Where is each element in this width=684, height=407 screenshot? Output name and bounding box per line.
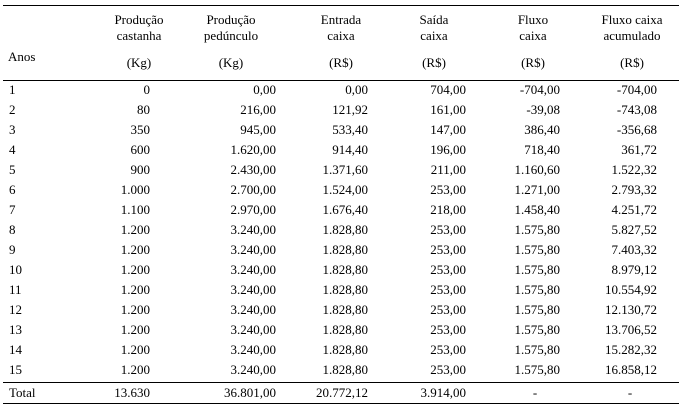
cell-saida-caixa: 253,00 — [430, 182, 466, 197]
cell-ano: 10 — [9, 262, 22, 277]
cell-fluxo-acumulado: -743,08 — [616, 102, 657, 117]
cell-ano: 1 — [9, 82, 16, 97]
header-saida-caixa — [393, 12, 475, 71]
cell-producao-castanha: 1.200 — [120, 242, 150, 257]
cell-fluxo-acumulado: 4.251,72 — [611, 202, 657, 217]
total-cell-entrada-caixa: 20.772,12 — [316, 385, 368, 400]
table-row — [0, 241, 684, 258]
cell-fluxo-caixa: 386,40 — [524, 122, 560, 137]
cell-fluxo-acumulado: 361,72 — [621, 142, 657, 157]
cell-entrada-caixa: 1.371,60 — [322, 162, 368, 177]
cell-entrada-caixa: 1.828,80 — [322, 302, 368, 317]
cell-entrada-caixa: 914,40 — [332, 142, 368, 157]
cell-producao-pedunculo: 3.240,00 — [230, 362, 276, 377]
header-line2: caixa — [420, 28, 448, 43]
total-cell-fluxo-acumulado: - — [627, 385, 633, 400]
cell-producao-castanha: 350 — [130, 122, 150, 137]
cell-ano: 9 — [9, 242, 16, 257]
header-unit: (R$) — [329, 55, 353, 70]
cell-fluxo-acumulado: 8.979,12 — [611, 262, 657, 277]
header-unit: (R$) — [620, 55, 644, 70]
table-row — [0, 221, 684, 238]
total-rule — [3, 382, 679, 383]
cell-producao-castanha: 80 — [137, 102, 150, 117]
cell-producao-pedunculo: 3.240,00 — [230, 322, 276, 337]
cell-producao-pedunculo: 3.240,00 — [230, 282, 276, 297]
total-cell-producao-pedunculo: 36.801,00 — [224, 385, 276, 400]
cell-saida-caixa: 196,00 — [430, 142, 466, 157]
cell-fluxo-acumulado: 10.554,92 — [605, 282, 657, 297]
cell-entrada-caixa: 1.828,80 — [322, 262, 368, 277]
table-row — [0, 281, 684, 298]
cell-fluxo-caixa: 1.575,80 — [514, 362, 560, 377]
cell-ano: 4 — [9, 142, 16, 157]
cell-saida-caixa: 253,00 — [430, 222, 466, 237]
cell-saida-caixa: 253,00 — [430, 342, 466, 357]
cell-ano: 8 — [9, 222, 16, 237]
cell-fluxo-acumulado: 5.827,52 — [611, 222, 657, 237]
cell-ano: 12 — [9, 302, 22, 317]
cell-producao-pedunculo: 3.240,00 — [230, 262, 276, 277]
cell-fluxo-acumulado: -704,00 — [616, 82, 657, 97]
header-unit: (Kg) — [218, 55, 244, 70]
cell-fluxo-caixa: 1.271,00 — [514, 182, 560, 197]
header-fluxo-caixa-acumulado — [586, 12, 678, 71]
cell-producao-pedunculo: 2.970,00 — [230, 202, 276, 217]
cell-producao-castanha: 1.000 — [120, 182, 150, 197]
cell-producao-castanha: 1.200 — [120, 362, 150, 377]
cell-saida-caixa: 147,00 — [430, 122, 466, 137]
table-row — [0, 201, 684, 218]
cell-saida-caixa: 253,00 — [430, 322, 466, 337]
cell-fluxo-caixa: 1.575,80 — [514, 242, 560, 257]
cell-saida-caixa: 253,00 — [430, 282, 466, 297]
cell-producao-pedunculo: 3.240,00 — [230, 302, 276, 317]
cell-entrada-caixa: 1.828,80 — [322, 342, 368, 357]
cell-ano: 2 — [9, 102, 16, 117]
total-cell-saida-caixa: 3.914,00 — [420, 385, 466, 400]
cell-producao-castanha: 1.200 — [120, 342, 150, 357]
cell-fluxo-caixa: 1.458,40 — [514, 202, 560, 217]
cell-ano: 3 — [9, 122, 16, 137]
header-fluxo-caixa — [492, 12, 574, 71]
cell-producao-castanha: 1.200 — [120, 302, 150, 317]
table-row — [0, 101, 684, 118]
cell-fluxo-acumulado: -356,68 — [616, 122, 657, 137]
cell-entrada-caixa: 1.828,80 — [322, 362, 368, 377]
table-row — [0, 361, 684, 378]
header-line1: Fluxo caixa — [601, 12, 663, 27]
cell-ano: 14 — [9, 342, 22, 357]
header-line1: Produção — [114, 12, 164, 27]
cell-saida-caixa: 211,00 — [430, 162, 466, 177]
cell-producao-castanha: 0 — [143, 82, 150, 97]
header-line2: pedúnculo — [203, 28, 259, 43]
header-entrada-caixa — [300, 12, 382, 71]
cell-entrada-caixa: 0,00 — [345, 82, 368, 97]
table-row — [0, 141, 684, 158]
header-producao-castanha — [98, 12, 180, 71]
header-line1: Fluxo — [517, 12, 549, 27]
cell-producao-pedunculo: 1.620,00 — [230, 142, 276, 157]
cell-fluxo-acumulado: 13.706,52 — [605, 322, 657, 337]
header-line1: Saída — [419, 12, 449, 27]
cell-fluxo-acumulado: 12.130,72 — [605, 302, 657, 317]
cell-entrada-caixa: 1.828,80 — [322, 322, 368, 337]
cell-ano: 6 — [9, 182, 16, 197]
header-line2: caixa — [327, 28, 355, 43]
cell-fluxo-caixa: 1.160,60 — [514, 162, 560, 177]
cell-fluxo-caixa: -39,08 — [526, 102, 560, 117]
cell-saida-caixa: 704,00 — [430, 82, 466, 97]
cell-saida-caixa: 253,00 — [430, 242, 466, 257]
cell-entrada-caixa: 121,92 — [332, 102, 368, 117]
header-unit: (R$) — [422, 55, 446, 70]
cell-producao-pedunculo: 3.240,00 — [230, 242, 276, 257]
cell-producao-pedunculo: 3.240,00 — [230, 222, 276, 237]
cell-fluxo-caixa: 1.575,80 — [514, 342, 560, 357]
header-unit: (Kg) — [126, 55, 152, 70]
cell-ano: 7 — [9, 202, 16, 217]
total-label: Total — [9, 385, 36, 400]
cell-fluxo-acumulado: 7.403,32 — [611, 242, 657, 257]
cell-fluxo-acumulado: 16.858,12 — [605, 362, 657, 377]
cell-producao-castanha: 1.200 — [120, 322, 150, 337]
header-line2: castanha — [116, 28, 162, 43]
cell-saida-caixa: 253,00 — [430, 302, 466, 317]
cell-producao-castanha: 600 — [130, 142, 150, 157]
cell-entrada-caixa: 1.676,40 — [322, 202, 368, 217]
cell-producao-castanha: 900 — [130, 162, 150, 177]
cell-producao-pedunculo: 3.240,00 — [230, 342, 276, 357]
cell-fluxo-caixa: 1.575,80 — [514, 282, 560, 297]
cell-fluxo-caixa: 1.575,80 — [514, 322, 560, 337]
cell-producao-pedunculo: 216,00 — [240, 102, 276, 117]
cell-fluxo-acumulado: 15.282,32 — [605, 342, 657, 357]
cell-ano: 13 — [9, 322, 22, 337]
cell-producao-pedunculo: 0,00 — [253, 82, 276, 97]
total-cell-fluxo-caixa: - — [532, 385, 538, 400]
header-anos: Anos — [8, 49, 36, 64]
header-unit: (R$) — [521, 55, 545, 70]
header-line1: Entrada — [320, 12, 362, 27]
cell-fluxo-caixa: 1.575,80 — [514, 222, 560, 237]
table-row — [0, 341, 684, 358]
cell-fluxo-caixa: 718,40 — [524, 142, 560, 157]
total-cell-producao-castanha: 13.630 — [114, 385, 150, 400]
cell-fluxo-caixa: -704,00 — [519, 82, 560, 97]
table-row — [0, 121, 684, 138]
cell-producao-castanha: 1.200 — [120, 262, 150, 277]
cell-saida-caixa: 253,00 — [430, 362, 466, 377]
cell-ano: 11 — [9, 282, 22, 297]
cell-producao-castanha: 1.100 — [120, 202, 150, 217]
cell-fluxo-caixa: 1.575,80 — [514, 302, 560, 317]
cell-entrada-caixa: 1.828,80 — [322, 242, 368, 257]
cell-producao-pedunculo: 2.430,00 — [230, 162, 276, 177]
cell-saida-caixa: 253,00 — [430, 262, 466, 277]
cell-producao-pedunculo: 2.700,00 — [230, 182, 276, 197]
cell-fluxo-caixa: 1.575,80 — [514, 262, 560, 277]
header-line2: acumulado — [603, 28, 661, 43]
table-row — [0, 161, 684, 178]
table-row — [0, 81, 684, 98]
table-row — [0, 301, 684, 318]
header-producao-pedunculo — [190, 12, 272, 71]
cell-saida-caixa: 218,00 — [430, 202, 466, 217]
cell-entrada-caixa: 1.828,80 — [322, 282, 368, 297]
cell-ano: 5 — [9, 162, 16, 177]
cell-fluxo-acumulado: 2.793,32 — [611, 182, 657, 197]
cell-ano: 15 — [9, 362, 22, 377]
cell-fluxo-acumulado: 1.522,32 — [611, 162, 657, 177]
table-row — [0, 321, 684, 338]
cell-entrada-caixa: 1.524,00 — [322, 182, 368, 197]
cell-producao-castanha: 1.200 — [120, 222, 150, 237]
header-line2: caixa — [519, 28, 547, 43]
cell-producao-pedunculo: 945,00 — [240, 122, 276, 137]
cell-entrada-caixa: 1.828,80 — [322, 222, 368, 237]
header-line1: Produção — [206, 12, 256, 27]
top-rule — [3, 5, 679, 6]
cell-entrada-caixa: 533,40 — [332, 122, 368, 137]
cell-producao-castanha: 1.200 — [120, 282, 150, 297]
table-row — [0, 261, 684, 278]
bottom-rule — [3, 403, 679, 404]
cell-saida-caixa: 161,00 — [430, 102, 466, 117]
table-row — [0, 181, 684, 198]
